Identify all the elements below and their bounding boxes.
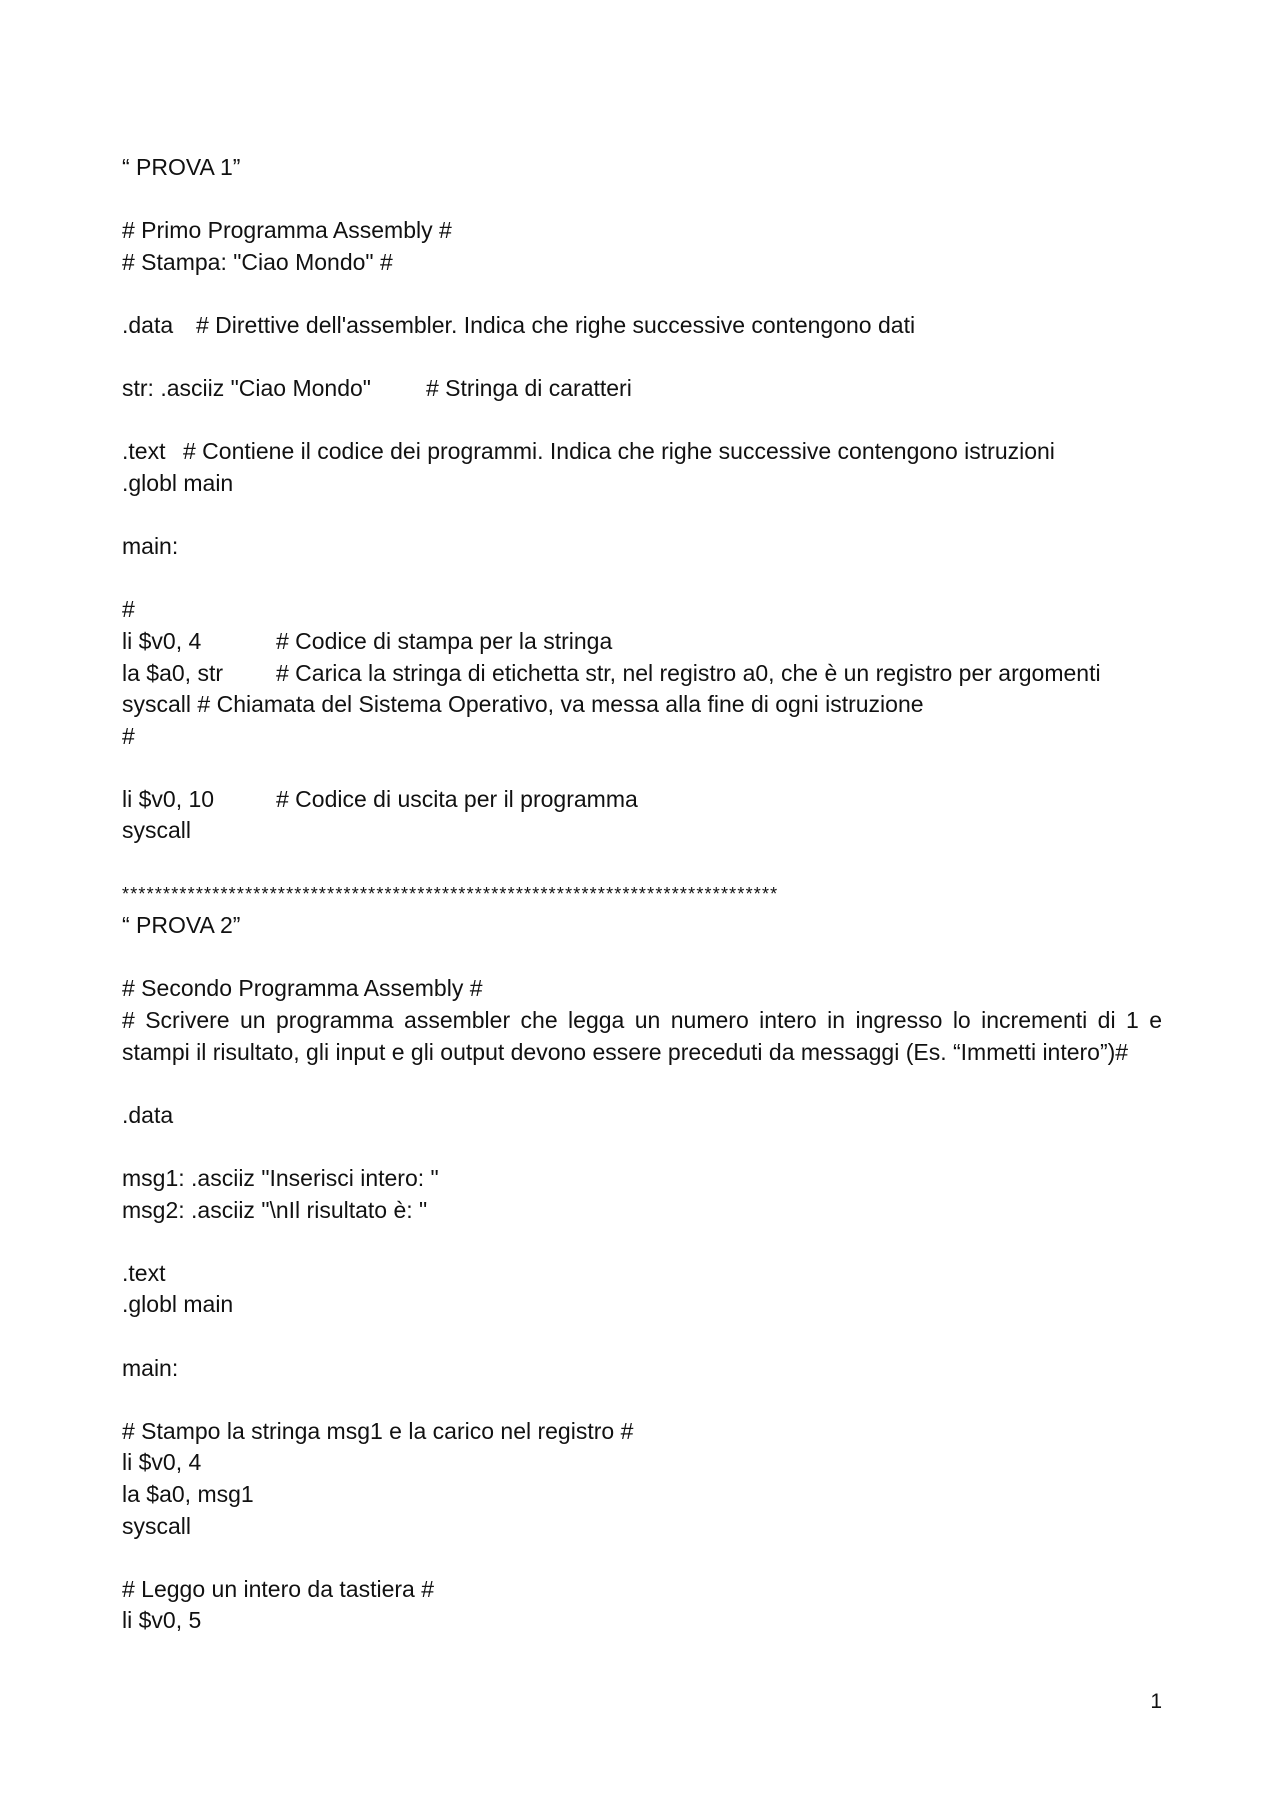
prova1-title: “ PROVA 1” bbox=[122, 154, 241, 180]
blank-line bbox=[122, 1068, 1162, 1100]
data-comment: # Direttive dell'assembler. Indica che righe successive contengono dati bbox=[196, 311, 916, 338]
prova1-la-a0-line bbox=[122, 658, 1162, 690]
prova2-li-v0-5: li $v0, 5 bbox=[122, 1607, 202, 1634]
prova2-li-v0-4: li $v0, 4 bbox=[122, 1449, 202, 1476]
prova2-leggo-comment: # Leggo un intero da tastiera # bbox=[122, 1575, 435, 1602]
la-a0-str: la $a0, str bbox=[122, 659, 223, 686]
prova1-hash-1: # bbox=[122, 596, 135, 623]
blank-line bbox=[122, 1542, 1162, 1574]
la-a0-str-comment: # Carica la stringa di etichetta str, nel registro a0, che è un registro per argomenti bbox=[276, 659, 1101, 686]
str-declaration: str: .asciiz "Ciao Mondo" bbox=[122, 375, 371, 402]
syscall-1: syscall bbox=[122, 691, 192, 718]
prova1-li-v0-4-line bbox=[122, 626, 1162, 658]
prova2-text-directive: .text bbox=[122, 1259, 166, 1286]
prova2-stampo-comment: # Stampo la stringa msg1 e la carico nel registro # bbox=[122, 1417, 634, 1444]
blank-line bbox=[122, 752, 1162, 784]
blank-line bbox=[122, 563, 1162, 595]
text-comment: # Contiene il codice dei programmi. Indica che righe successive contengono istruzioni bbox=[183, 438, 1055, 465]
blank-line bbox=[122, 1226, 1162, 1258]
blank-line bbox=[122, 1384, 1162, 1416]
blank-line bbox=[122, 184, 1162, 216]
prova2-la-a0-msg1: la $a0, msg1 bbox=[122, 1480, 254, 1507]
blank-line bbox=[122, 1131, 1162, 1163]
prova2-comment-2: # Scrivere un programma assembler che legga un numero intero in ingresso lo incrementi di 1 e stampi il risultato, gli input e gli output devono essere preceduti da messaggi (Es. “Immetti intero”)# bbox=[122, 1007, 1162, 1065]
str-comment: # Stringa di caratteri bbox=[426, 375, 632, 402]
blank-line bbox=[122, 847, 1162, 879]
prova2-comment-1: # Secondo Programma Assembly # bbox=[122, 975, 483, 1002]
prova1-comment-2: # Stampa: "Ciao Mondo" # bbox=[122, 248, 393, 275]
separator-line: ******************************************************************************** bbox=[122, 883, 779, 904]
prova2-data-directive: .data bbox=[122, 1101, 174, 1128]
prova1-main-label: main: bbox=[122, 533, 179, 560]
prova1-comment-1: # Primo Programma Assembly # bbox=[122, 217, 452, 244]
prova1-text-line bbox=[122, 436, 1162, 468]
blank-line bbox=[122, 342, 1162, 374]
prova1-data-line bbox=[122, 310, 1162, 342]
li-v0-10: li $v0, 10 bbox=[122, 785, 215, 812]
prova1-hash-2: # bbox=[122, 722, 135, 749]
prova1-globl: .globl main bbox=[122, 469, 234, 496]
li-v0-4: li $v0, 4 bbox=[122, 627, 202, 654]
prova1-syscall-2: syscall bbox=[122, 817, 192, 844]
prova2-msg2: msg2: .asciiz "\nIl risultato è: " bbox=[122, 1196, 428, 1223]
li-v0-4-comment: # Codice di stampa per la stringa bbox=[276, 627, 613, 654]
prova2-msg1: msg1: .asciiz "Inserisci intero: " bbox=[122, 1165, 439, 1191]
prova2-syscall: syscall bbox=[122, 1512, 192, 1539]
prova2-main-label: main: bbox=[122, 1354, 179, 1381]
blank-line bbox=[122, 942, 1162, 974]
prova1-li-v0-10-line bbox=[122, 784, 1162, 816]
prova1-syscall-line bbox=[122, 689, 1162, 721]
blank-line bbox=[122, 500, 1162, 532]
document-body bbox=[122, 152, 1162, 1637]
prova2-title: “ PROVA 2” bbox=[122, 912, 241, 939]
page-number: 1 bbox=[1150, 1690, 1162, 1713]
blank-line bbox=[122, 278, 1162, 310]
blank-line bbox=[122, 1321, 1162, 1353]
syscall-1-comment: # Chiamata del Sistema Operativo, va messa alla fine di ogni istruzione bbox=[197, 691, 924, 718]
text-directive: .text bbox=[122, 438, 166, 465]
data-directive: .data bbox=[122, 311, 174, 338]
prova2-globl: .globl main bbox=[122, 1291, 234, 1318]
prova1-str-line bbox=[122, 373, 1162, 405]
blank-line bbox=[122, 405, 1162, 437]
li-v0-10-comment: # Codice di uscita per il programma bbox=[276, 785, 638, 812]
